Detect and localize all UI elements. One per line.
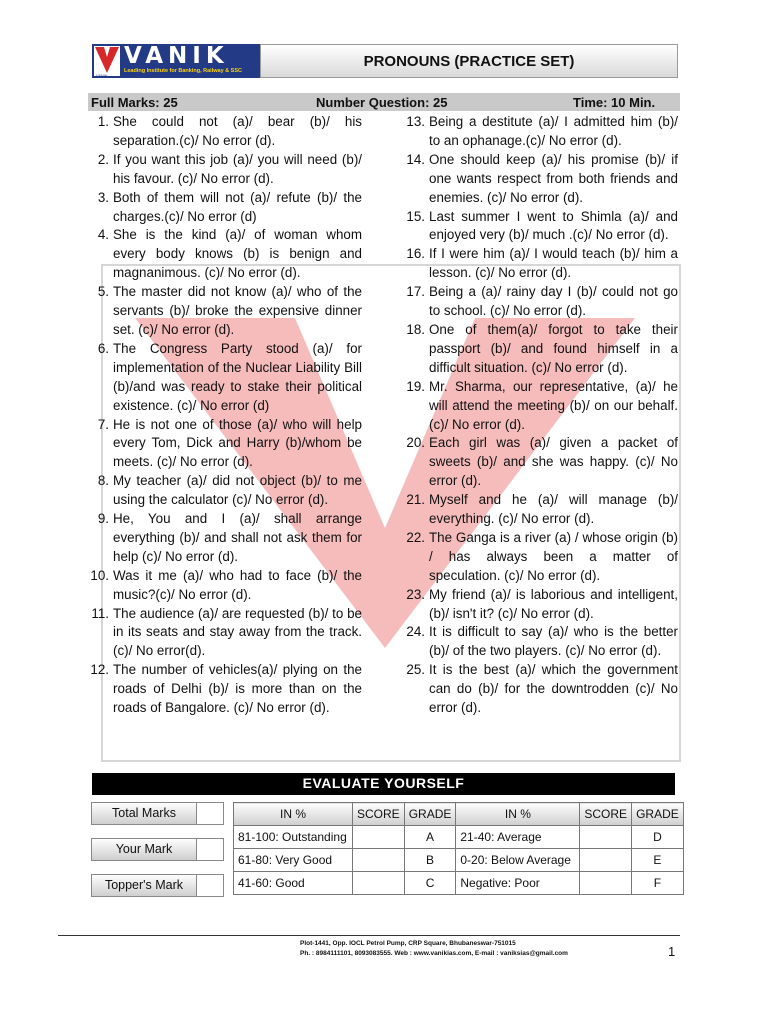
- question-number: 4.: [97, 227, 109, 243]
- footer-divider: [58, 935, 680, 936]
- question-number: 12.: [90, 662, 109, 678]
- grade-range: 61-80: Very Good: [234, 849, 353, 872]
- question-text: My friend (a)/ is laborious and intelligent, (b)/ isn't it? (c)/ No error (d).: [429, 586, 678, 621]
- question-text: He is not one of those (a)/ who will help every Tom, Dick and Harry (b)/whom be meets. (c)/ No error (d).: [113, 416, 362, 470]
- question-number: 25.: [406, 662, 425, 678]
- question-number: 7.: [97, 416, 109, 432]
- grade-range: 21-40: Average: [456, 826, 580, 849]
- question-number: 2.: [97, 151, 109, 167]
- question-number: 13.: [406, 114, 425, 129]
- logo-v-icon: VANIK: [94, 46, 120, 76]
- question-number: 22.: [406, 529, 425, 545]
- question-item: [404, 208, 678, 246]
- question-text: One of them(a)/ forgot to take their passport (b)/ and found himself in a difficult situation. (c)/ No error (d).: [429, 321, 678, 375]
- question-item: [404, 378, 678, 435]
- table-row: [234, 826, 684, 849]
- question-number: 14.: [406, 151, 425, 167]
- question-item: [88, 340, 362, 416]
- brand-tagline: Leading Institute for Banking, Railway & SSC: [124, 68, 242, 74]
- vanik-logo: [92, 44, 260, 78]
- score-cell[interactable]: [580, 826, 632, 849]
- time-limit: Time: 10 Min.: [573, 95, 656, 110]
- question-text: He, You and I (a)/ shall arrange everything (b)/ and shall not ask them for help (c)/ No error (d).: [113, 511, 362, 564]
- question-text: It is the best (a)/ which the government can do (b)/ for the downtrodden (c)/ No error (d).: [429, 662, 678, 716]
- question-item: [404, 151, 678, 208]
- grade-letter: A: [404, 826, 456, 849]
- question-text: My teacher (a)/ did not object (b)/ to me using the calculator (c)/ No error (d).: [113, 473, 362, 508]
- question-item: [88, 605, 362, 662]
- question-text: The number of vehicles(a)/ plying on the roads of Delhi (b)/ is more than on the roads of Bangalore. (c)/ No error (d).: [113, 662, 362, 716]
- question-item: [88, 189, 362, 227]
- grade-letter: E: [632, 849, 684, 872]
- page-title: PRONOUNS (PRACTICE SET): [363, 53, 575, 70]
- question-text: Last summer I went to Shimla (a)/ and enjoyed very (b)/ much .(c)/ No error (d).: [429, 208, 678, 243]
- question-number: 18.: [406, 321, 425, 337]
- question-number: 6.: [97, 340, 109, 356]
- toppers-mark-field[interactable]: [197, 874, 224, 897]
- question-number: 1.: [97, 114, 109, 129]
- question-item: [404, 434, 678, 491]
- question-text: The audience (a)/ are requested (b)/ to be in its seats and stay away from the track. (c)/ No error(d).: [113, 605, 362, 659]
- grade-letter: C: [404, 872, 456, 895]
- question-item: [404, 529, 678, 586]
- question-text: If I were him (a)/ I would teach (b)/ him a lesson. (c)/ No error (d).: [429, 246, 678, 281]
- full-marks: Full Marks: 25: [91, 95, 178, 110]
- question-number: 21.: [406, 492, 425, 508]
- grade-range: 0-20: Below Average: [456, 849, 580, 872]
- question-number: 10.: [90, 567, 109, 583]
- question-number: 8.: [97, 473, 109, 489]
- questions-right-column: [404, 113, 678, 718]
- footer-address: Plot-1441, Opp. IOCL Petrol Pump, CRP Square, Bhubaneswar-751015: [300, 940, 516, 947]
- total-marks-field[interactable]: [197, 802, 224, 825]
- question-number: 16.: [406, 246, 425, 262]
- question-item: [88, 567, 362, 605]
- grade-range: Negative: Poor: [456, 872, 580, 895]
- question-item: [404, 283, 678, 321]
- question-number: 11.: [91, 605, 109, 621]
- question-item: [88, 510, 362, 567]
- question-item: [88, 661, 362, 718]
- question-text: It is difficult to say (a)/ who is the better (b)/ of the two players. (c)/ No error (d).: [429, 624, 678, 659]
- question-item: [88, 416, 362, 473]
- question-text: She is the kind (a)/ of woman whom every body knows (b) is benign and magnanimous. (c)/ No error (d).: [113, 227, 362, 281]
- question-text: Each girl was (a)/ given a packet of sweets (b)/ and she was happy. (c)/ No error (d).: [429, 435, 678, 489]
- question-item: [404, 623, 678, 661]
- your-mark-field[interactable]: [197, 838, 224, 861]
- number-question: Number Question: 25: [316, 95, 448, 110]
- question-text: Was it me (a)/ who had to face (b)/ the music?(c)/ No error (d).: [113, 567, 362, 602]
- toppers-mark-label: Topper's Mark: [91, 874, 197, 897]
- question-number: 24.: [406, 624, 425, 640]
- question-text: The master did not know (a)/ who of the servants (b)/ broke the expensive dinner set. (c)/ No error (d).: [113, 284, 362, 337]
- question-text: If you want this job (a)/ you will need (b)/ his favour. (c)/ No error (d).: [113, 151, 362, 186]
- grade-range: 41-60: Good: [234, 872, 353, 895]
- your-mark-label: Your Mark: [91, 838, 197, 861]
- question-item: [88, 226, 362, 283]
- col-header-score: SCORE: [353, 803, 405, 826]
- question-text: Being a destitute (a)/ I admitted him (b)/ to an ophanage.(c)/ No error (d).: [429, 114, 678, 148]
- question-number: 19.: [406, 378, 425, 394]
- question-item: [404, 113, 678, 151]
- col-header-in-percent: IN %: [456, 803, 580, 826]
- score-cell[interactable]: [353, 872, 405, 895]
- col-header-score: SCORE: [580, 803, 632, 826]
- question-number: 17.: [406, 284, 425, 300]
- page-title-bar: [260, 44, 678, 78]
- info-bar: [88, 93, 680, 111]
- score-cell[interactable]: [580, 872, 632, 895]
- brand-name: VANIK: [124, 43, 229, 69]
- table-row: [234, 872, 684, 895]
- question-item: [88, 113, 362, 151]
- table-row: [234, 849, 684, 872]
- question-item: [404, 586, 678, 624]
- grade-table: [233, 802, 684, 895]
- question-item: [88, 472, 362, 510]
- col-header-in-percent: IN %: [234, 803, 353, 826]
- question-text: The Ganga is a river (a) / whose origin (b) / has always been a matter of speculation. (c)/ No error (d).: [429, 529, 678, 583]
- grade-letter: B: [404, 849, 456, 872]
- question-number: 5.: [97, 284, 109, 300]
- page-number: 1: [668, 944, 676, 959]
- questions-left-column: [88, 113, 362, 718]
- evaluate-title: EVALUATE YOURSELF: [302, 775, 465, 791]
- question-number: 15.: [406, 208, 425, 224]
- score-cell[interactable]: [353, 826, 405, 849]
- question-text: One should keep (a)/ his promise (b)/ if one wants respect from both friends and enemies. (c)/ No error (d).: [429, 151, 678, 205]
- total-marks-label: Total Marks: [91, 802, 197, 825]
- col-header-grade: GRADE: [632, 803, 684, 826]
- footer-contact: Ph. : 8984111101, 8093083555. Web : www.vanikias.com, E-mail : vaniksias@gmail.com: [300, 950, 568, 957]
- question-text: She could not (a)/ bear (b)/ his separation.(c)/ No error (d).: [113, 114, 362, 148]
- question-item: [404, 321, 678, 378]
- question-number: 3.: [97, 189, 109, 205]
- grade-letter: F: [632, 872, 684, 895]
- evaluate-header: [92, 773, 675, 795]
- question-text: The Congress Party stood (a)/ for implementation of the Nuclear Liability Bill (b)/and was ready to stake their political existence. (c)/ No error (d): [113, 340, 362, 413]
- grade-range: 81-100: Outstanding: [234, 826, 353, 849]
- question-item: [88, 283, 362, 340]
- question-number: 20.: [406, 435, 425, 451]
- question-text: Myself and he (a)/ will manage (b)/ everything. (c)/ No error (d).: [429, 492, 678, 527]
- grade-letter: D: [632, 826, 684, 849]
- question-number: 23.: [406, 586, 425, 602]
- question-item: [404, 245, 678, 283]
- question-item: [404, 661, 678, 718]
- grade-table-header: [234, 803, 684, 826]
- question-number: 9.: [97, 511, 109, 527]
- col-header-grade: GRADE: [404, 803, 456, 826]
- question-text: Mr. Sharma, our representative, (a)/ he will attend the meeting (b)/ on our behalf. (c)/ No error (d).: [429, 378, 678, 432]
- score-cell[interactable]: [580, 849, 632, 872]
- question-item: [404, 491, 678, 529]
- score-cell[interactable]: [353, 849, 405, 872]
- question-text: Both of them will not (a)/ refute (b)/ the charges.(c)/ No error (d): [113, 189, 362, 224]
- question-item: [88, 151, 362, 189]
- question-text: Being a (a)/ rainy day I (b)/ could not go to school. (c)/ No error (d).: [429, 284, 678, 319]
